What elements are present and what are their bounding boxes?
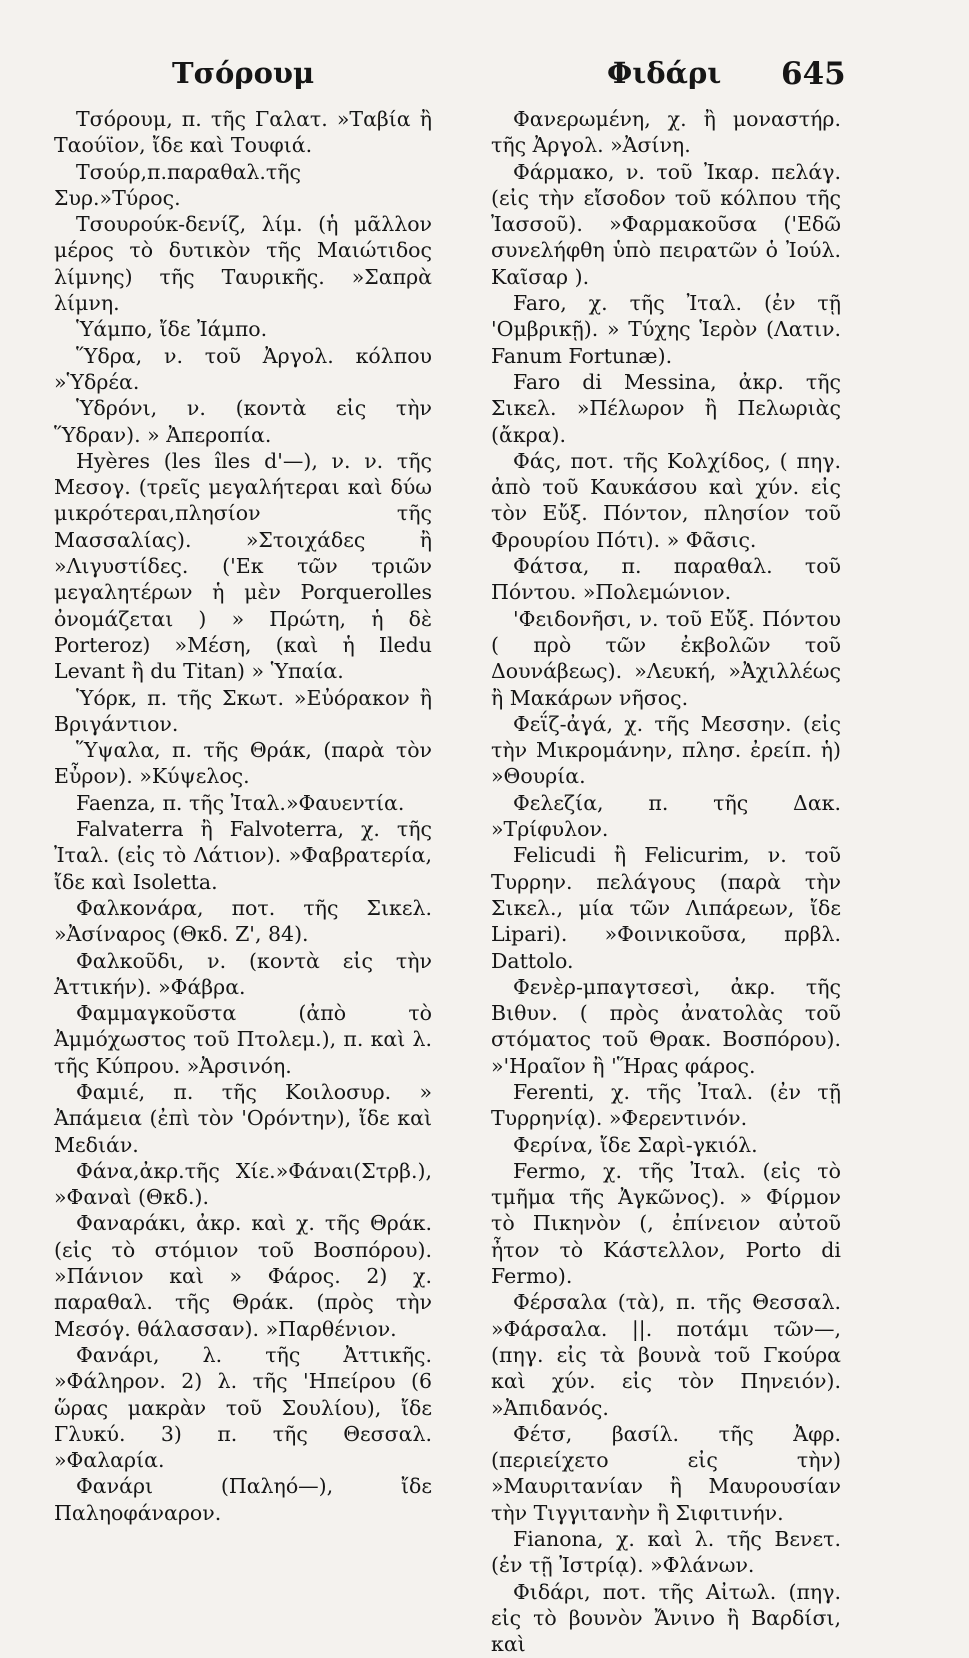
- entry: Φαλκονάρα, ποτ. τῆς Σικελ. »Ἀσίναρος (Θκδ. Ζ', 84).: [54, 895, 432, 947]
- entry: Ferenti, χ. τῆς Ἰταλ. (ἐν τῇ Τυρρηνίᾳ). »Φερεντινόν.: [491, 1079, 841, 1131]
- entry: Ὑάμπο, ἴδε Ἰάμπο.: [76, 317, 268, 342]
- entry: Ὕδρα, ν. τοῦ Ἀργολ. κόλπου »Ὑδρέα.: [54, 343, 432, 394]
- entry: Φαναράκι, ἀκρ. καὶ χ. τῆς Θράκ. (εἰς τὸ στόμιον τοῦ Βοσπόρου). »Πάνιον καὶ » Φάρος. 2) χ. παραθαλ. τῆς Θράκ. (πρὸς τὴν Μεσόγ. θάλασσαν). »Παρθένιον.: [54, 1211, 432, 1341]
- entry: Φανάρι (Παληό—), ἴδε Παληοφάναρον.: [54, 1474, 432, 1525]
- entry: Φάς, ποτ. τῆς Κολχίδος, ( πηγ. ἀπὸ τοῦ Καυκάσου καὶ χύν. εἰς τὸν Εὔξ. Πόντον, πλησίον τοῦ Φρουρίου Πότι). » Φᾶσις.: [491, 448, 841, 552]
- entry: Τσουρούκ-δενίζ, λίμ. (ἡ μᾶλλον μέρος τὸ δυτικὸν τῆς Μαιώτιδος λίμνης) τῆς Ταυρικῆς. »Σαπρὰ λίμνη.: [54, 212, 432, 316]
- left-column: [54, 106, 432, 1526]
- entry: Τσόρουμ, π. τῆς Γαλατ. »Ταβία ἢ Ταούϊον, ἴδε καὶ Τουφιά.: [54, 107, 432, 158]
- entry: Φεΐζ-ἀγά, χ. τῆς Μεσσην. (εἰς τὴν Μικρομάνην, πλησ. ἐρείπ. ἡ) »Θουρία.: [491, 711, 841, 789]
- entry: Φανάρι, λ. τῆς Ἀττικῆς. »Φάληρον. 2) λ. τῆς 'Ηπείρου (6 ὥρας μακρὰν τοῦ Σουλίου), ἴδε Γλυκύ. 3) π. τῆς Θεσσαλ. »Φαλαρία.: [54, 1342, 432, 1473]
- entry: Φελεζία, π. τῆς Δακ. »Τρίφυλον.: [491, 790, 841, 842]
- entry: Τσούρ,π.παραθαλ.τῆς Συρ.»Τύρος.: [54, 159, 302, 210]
- entry: Ὑδρόνι, ν. (κοντὰ εἰς τὴν Ὕδραν). » Ἀπεροπία.: [54, 396, 432, 447]
- entry: Φιδάρι, ποτ. τῆς Αἰτωλ. (πηγ. εἰς τὸ βουνὸν Ἄνινο ἢ Βαρδίσι, καὶ: [491, 1579, 841, 1657]
- entry: Φερίνα, ἴδε Σαρὶ-γκιόλ.: [513, 1132, 758, 1157]
- entry: Φαμμαγκοῦστα (ἀπὸ τὸ Ἀμμόχωστος τοῦ Πτολεμ.), π. καὶ λ. τῆς Κύπρου. »Ἀρσινόη.: [54, 1001, 432, 1078]
- entry: 'Φειδονῆσι, ν. τοῦ Εὔξ. Πόντου ( πρὸ τῶν ἐκβολῶν τοῦ Δουνάβεως). »Λευκή, »Ἀχιλλέως ἢ Μακάρων νῆσος.: [491, 606, 841, 710]
- entry: Φαμιέ, π. τῆς Κοιλοσυρ. » Ἀπάμεια (ἐπὶ τὸν 'Ορόντην), ἴδε καὶ Μεδιάν.: [54, 1079, 432, 1157]
- entry: Φάτσα, π. παραθαλ. τοῦ Πόντου. »Πολεμώνιον.: [491, 554, 841, 605]
- header-first-word: Τσόρουμ: [172, 56, 315, 90]
- entry: Φέρσαλα (τὰ), π. τῆς Θεσσαλ. »Φάρσαλα. ||. ποτάμι τῶν—, (πηγ. εἰς τὰ βουνὰ τοῦ Γκούρα καὶ χύν. εἰς τὸν Πηνειόν). »Ἀπιδανός.: [491, 1290, 841, 1420]
- entry: Ὕψαλα, π. τῆς Θράκ, (παρὰ τὸν Εὖρον). »Κύψελος.: [54, 738, 432, 789]
- entry: Faro di Messina, ἀκρ. τῆς Σικελ. »Πέλωρον ἢ Πελωριὰς (ἄκρα).: [491, 369, 841, 447]
- entry: Ὑόρκ, π. τῆς Σκωτ. »Εὐόρακον ἢ Βριγάντιον.: [54, 685, 432, 736]
- entry: Φάρμακο, ν. τοῦ Ἰκαρ. πελάγ. (εἰς τὴν εἴσοδον τοῦ κόλπου τῆς Ἰασσοῦ). »Φαρμακοῦσα ('Εδῶ συνελήφθη ὑπὸ πειρατῶν ὁ Ἰούλ. Καῖσαρ ).: [491, 159, 841, 289]
- entry: Fianona, χ. καὶ λ. τῆς Βενετ. (ἐν τῇ Ἰστρίᾳ). »Φλάνων.: [491, 1527, 841, 1578]
- page-number: 645: [781, 56, 846, 92]
- header-last-word: Φιδάρι: [607, 56, 722, 90]
- entry: Φαλκοῦδι, ν. (κοντὰ εἰς τὴν Ἀττικήν). »Φάβρα.: [54, 948, 432, 999]
- entry: Φανερωμένη, χ. ἢ μοναστήρ. τῆς Ἀργολ. »Ἀσίνη.: [491, 107, 841, 158]
- entry: Φέτσ, βασίλ. τῆς Ἀφρ. (περιείχετο εἰς τὴν) »Μαυριτανίαν ἢ Μαυρουσίαν τὴν Τιγγιτανὴν ἢ Σιφιτινήν.: [491, 1421, 841, 1525]
- entry: Φενὲρ-μπαγτσεσὶ, ἀκρ. τῆς Βιθυν. ( πρὸς ἀνατολὰς τοῦ στόματος τοῦ Θρακ. Βοσπόρου). »'Ηραῖον ἢ 'Ἥρας φάρος.: [491, 974, 841, 1078]
- entry: Hyères (les îles d'—), ν. ν. τῆς Μεσογ. (τρεῖς μεγαλήτεραι καὶ δύω μικρότεραι,πλησίον τῆς Μασσαλίας). »Στοιχάδες ἢ »Λιγυστίδες. ('Εκ τῶν τριῶν μεγαλητέρων ἡ μὲν Porquerolles ὀνομάζεται ) » Πρώτη, ἡ δὲ Porteroz) »Μέση, (καὶ ἡ Iledu Levant ἢ du Titan) » Ὑπαία.: [54, 448, 432, 684]
- right-column: [491, 106, 841, 1658]
- entry: Fermo, χ. τῆς Ἰταλ. (εἰς τὸ τμῆμα τῆς Ἀγκῶνος). » Φίρμον τὸ Πικηνὸν (, ἐπίνειον αὐτοῦ ἦτον τὸ Κάστελλον, Porto di Fermo).: [491, 1158, 841, 1289]
- running-header: [0, 48, 969, 96]
- entry: Φάνα,ἀκρ.τῆς Χίε.»Φάναι(Στρβ.), »Φαναὶ (Θκδ.).: [54, 1158, 432, 1210]
- entry: Felicudi ἢ Felicurim, ν. τοῦ Τυρρην. πελάγους (παρὰ τὴν Σικελ., μία τῶν Λιπάρεων, ἴδε Lipari). »Φοινικοῦσα, πρβλ. Dattolo.: [491, 843, 841, 973]
- entry: Falvaterra ἢ Falvoterra, χ. τῆς Ἰταλ. (εἰς τὸ Λάτιον). »Φαβρατερία, ἴδε καὶ Isoletta.: [54, 817, 432, 894]
- entry: Faenza, π. τῆς Ἰταλ.»Φαυεντία.: [76, 790, 405, 815]
- entry: Faro, χ. τῆς Ἰταλ. (ἐν τῇ 'Ομβρικῇ). » Τύχης Ἱερὸν (Λατιν. Fanum Fortunæ).: [491, 291, 841, 368]
